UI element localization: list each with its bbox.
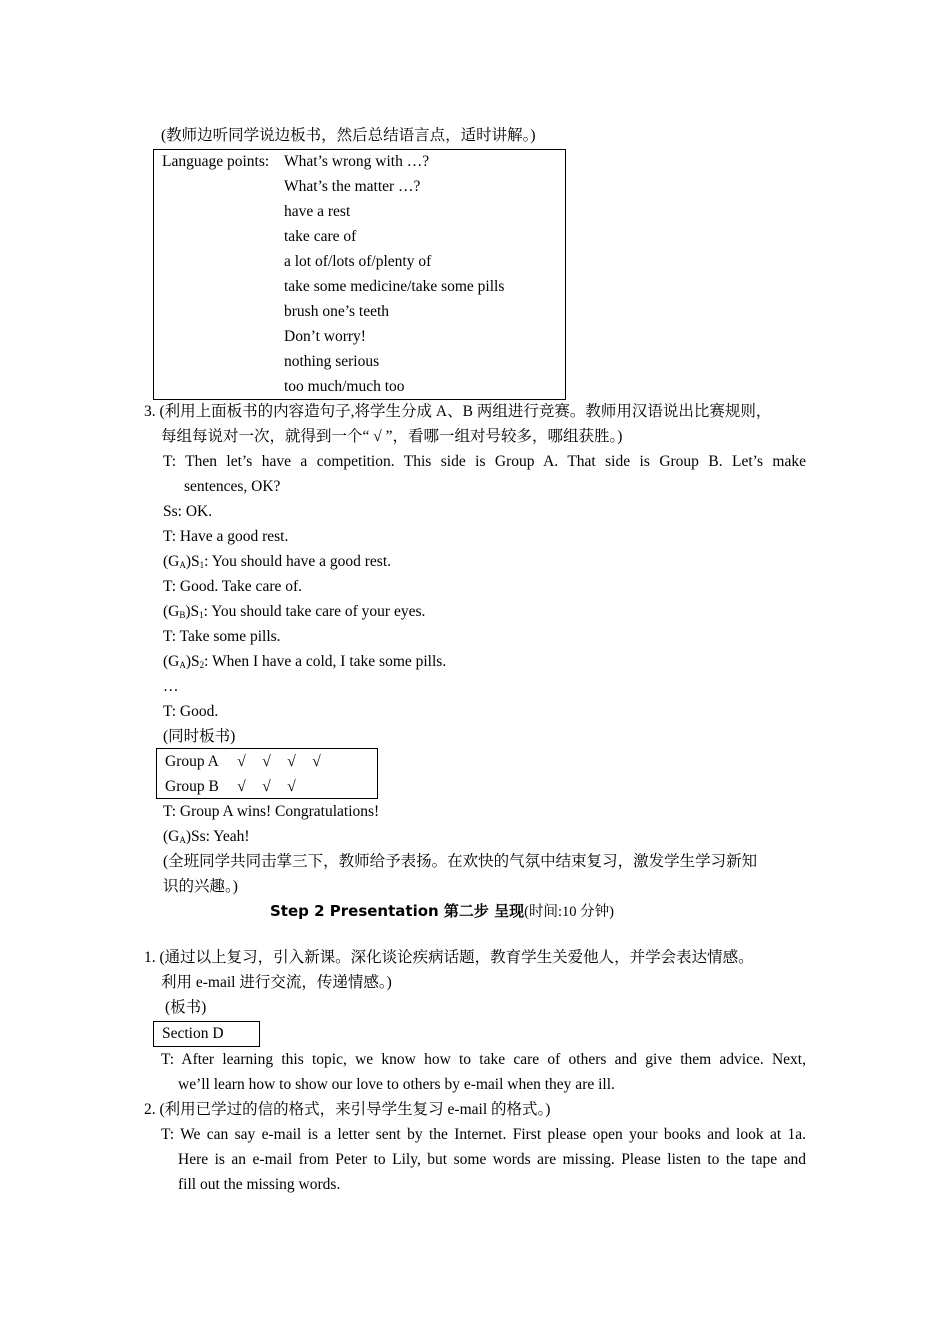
group-a-marks [229,752,329,772]
language-point-item: have a rest [284,203,351,220]
student-line: $(G_B)S_1$: You should take care of your eyes. [163,603,426,620]
language-point-item: too much/much too [284,378,405,395]
teacher-line-cont: Here is an e-mail from Peter to Lily, but some words are missing. Please listen to the tape and [178,1151,806,1168]
group-b-marks [229,777,304,797]
item1-line1: 1. (通过以上复习，引入新课。深化谈论疾病话题，教育学生关爱他人，并学会表达情感。 [144,949,754,966]
check-mark: √ [262,778,271,795]
intro-note: (教师边听同学说边板书，然后总结语言点，适时讲解。) [161,127,536,144]
students-line: Ss: OK. [163,503,213,520]
teacher-line: T: Good. [163,703,219,720]
teacher-line: T: After learning this topic, we know how to take care of others and give them advice. Next, [161,1051,806,1068]
language-point-item: take care of [284,228,357,245]
item2-line1: 2. (利用已学过的信的格式，来引导学生复习 e-mail 的格式。) [144,1101,551,1118]
step3-instruction-line2: 每组每说对一次，就得到一个“ √ ”，看哪一组对号较多，哪组获胜。) [161,428,623,445]
teacher-line-cont: sentences, OK? [184,478,281,495]
check-mark: √ [237,778,246,795]
language-point-item: What’s the matter …? [284,178,421,195]
student-line: $(G_A)S_1$: You should have a good rest. [163,553,392,570]
language-point-item: What’s wrong with …? [284,153,430,170]
teacher-line: T: We can say e-mail is a letter sent by the Internet. First please open your books and look at 1a. [161,1126,806,1143]
board-note: (板书) [165,999,207,1016]
teacher-line-cont: we’ll learn how to show our love to others by e-mail when they are ill. [178,1076,615,1093]
step3-instruction-line1: 3. (利用上面板书的内容造句子,将学生分成 A、B 两组进行竞赛。教师用汉语说出比赛规则， [144,403,772,420]
language-point-item: nothing serious [284,353,380,370]
teacher-line: T: Take some pills. [163,628,281,645]
language-points-label: Language points: [162,153,270,170]
language-point-item: brush one’s teeth [284,303,390,320]
teacher-line: T: Group A wins! Congratulations! [163,803,380,820]
check-mark: √ [287,778,296,795]
step2-heading: Step 2 Presentation 第二步 呈现(时间:10 分钟) [270,902,614,920]
check-mark: √ [312,753,321,770]
teacher-line: T: Have a good rest. [163,528,289,545]
students-line: $(G_A)Ss$: Yeah! [163,828,250,845]
check-mark: √ [237,753,246,770]
teacher-note-line1: (全班同学共同击掌三下，教师给予表扬。在欢快的气氛中结束复习，激发学生学习新知 [163,853,758,870]
ellipsis: … [163,678,179,695]
section-label: Section D [162,1025,224,1042]
student-line: $(G_A)S_2$: When I have a cold, I take some pills. [163,653,447,670]
item1-line2: 利用 e-mail 进行交流，传递情感。) [161,974,392,991]
language-point-item: a lot of/lots of/plenty of [284,253,432,270]
teacher-line: T: Good. Take care of. [163,578,303,595]
group-b-label: Group B [165,778,219,795]
board-note: (同时板书) [163,728,236,745]
group-a-label: Group A [165,753,219,770]
teacher-note-line2: 识的兴趣。) [163,878,238,895]
language-point-item: take some medicine/take some pills [284,278,505,295]
check-mark: √ [287,753,296,770]
teacher-line-cont: fill out the missing words. [178,1176,341,1193]
language-point-item: Don’t worry! [284,328,366,345]
check-mark: √ [262,753,271,770]
teacher-line: T: Then let’s have a competition. This side is Group A. That side is Group B. Let’s make [163,453,806,470]
